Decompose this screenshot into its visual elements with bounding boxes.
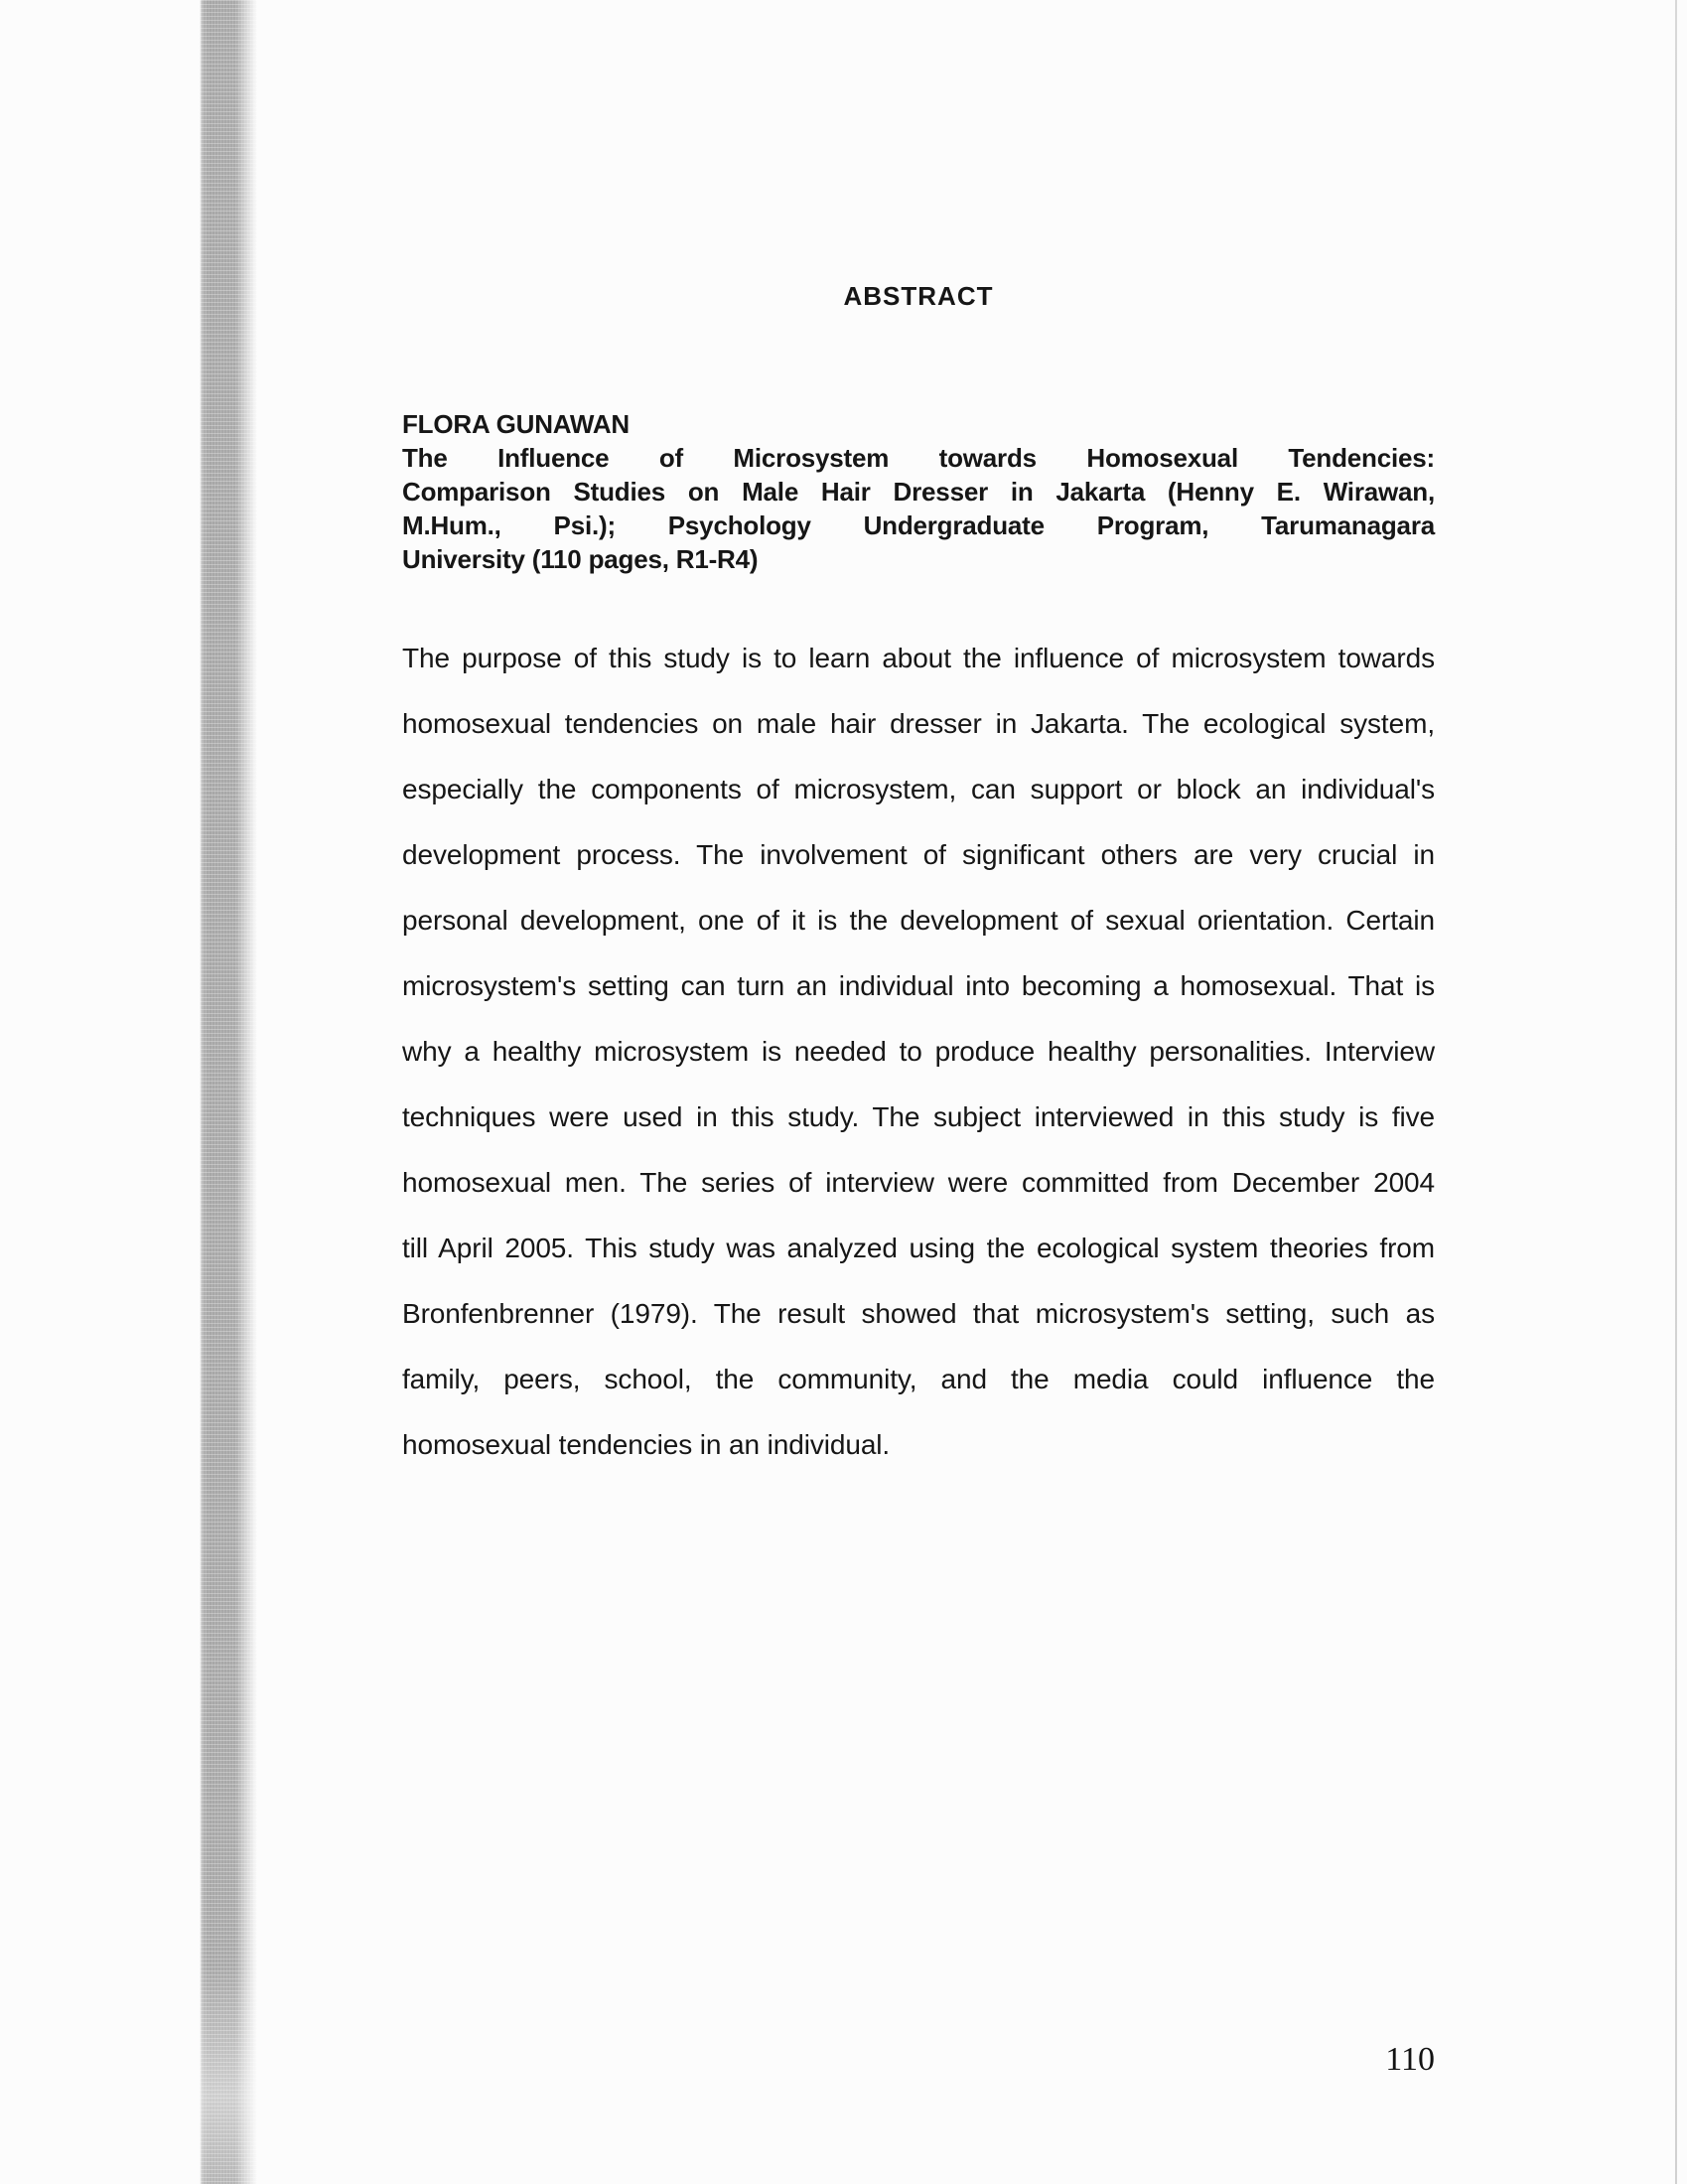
- paragraph-line: Bronfenbrenner (1979). The result showed that microsystem's setting, such as: [402, 1298, 1435, 1329]
- abstract-heading: ABSTRACT: [843, 281, 994, 311]
- thesis-title-line: M.Hum., Psi.); Psychology Undergraduate Program, Tarumanagara: [402, 510, 1435, 540]
- paragraph-line: homosexual tendencies on male hair dresser in Jakarta. The ecological system,: [402, 708, 1435, 739]
- paragraph-line: homosexual tendencies in an individual.: [402, 1429, 891, 1460]
- paragraph-line: till April 2005. This study was analyzed using the ecological system theories from: [402, 1233, 1435, 1263]
- paragraph-line: especially the components of microsystem, can support or block an individual's: [402, 774, 1435, 804]
- paragraph-line: personal development, one of it is the development of sexual orientation. Certain: [402, 905, 1435, 936]
- thesis-title-line: The Influence of Microsystem towards Homosexual Tendencies:: [402, 443, 1435, 473]
- page-number: 110: [1385, 2041, 1435, 2078]
- paragraph-line: why a healthy microsystem is needed to produce healthy personalities. Interview: [402, 1036, 1435, 1067]
- author-block: [402, 407, 1435, 576]
- paragraph-line: family, peers, school, the community, and the media could influence the: [402, 1364, 1435, 1394]
- abstract-paragraph: [402, 626, 1435, 1478]
- thesis-title-line: University (110 pages, R1-R4): [402, 544, 759, 574]
- author-name: FLORA GUNAWAN: [402, 409, 630, 439]
- paragraph-line: development process. The involvement of significant others are very crucial in: [402, 839, 1435, 870]
- paragraph-line: microsystem's setting can turn an individual into becoming a homosexual. That is: [402, 970, 1435, 1001]
- scan-binding-shadow: [200, 0, 257, 2184]
- paragraph-line: homosexual men. The series of interview were committed from December 2004: [402, 1167, 1435, 1198]
- scan-edge-line: [1675, 0, 1677, 2184]
- paragraph-line: The purpose of this study is to learn about the influence of microsystem towards: [402, 643, 1435, 673]
- thesis-title-line: Comparison Studies on Male Hair Dresser in Jakarta (Henny E. Wirawan,: [402, 477, 1435, 507]
- paragraph-line: techniques were used in this study. The subject interviewed in this study is five: [402, 1101, 1435, 1132]
